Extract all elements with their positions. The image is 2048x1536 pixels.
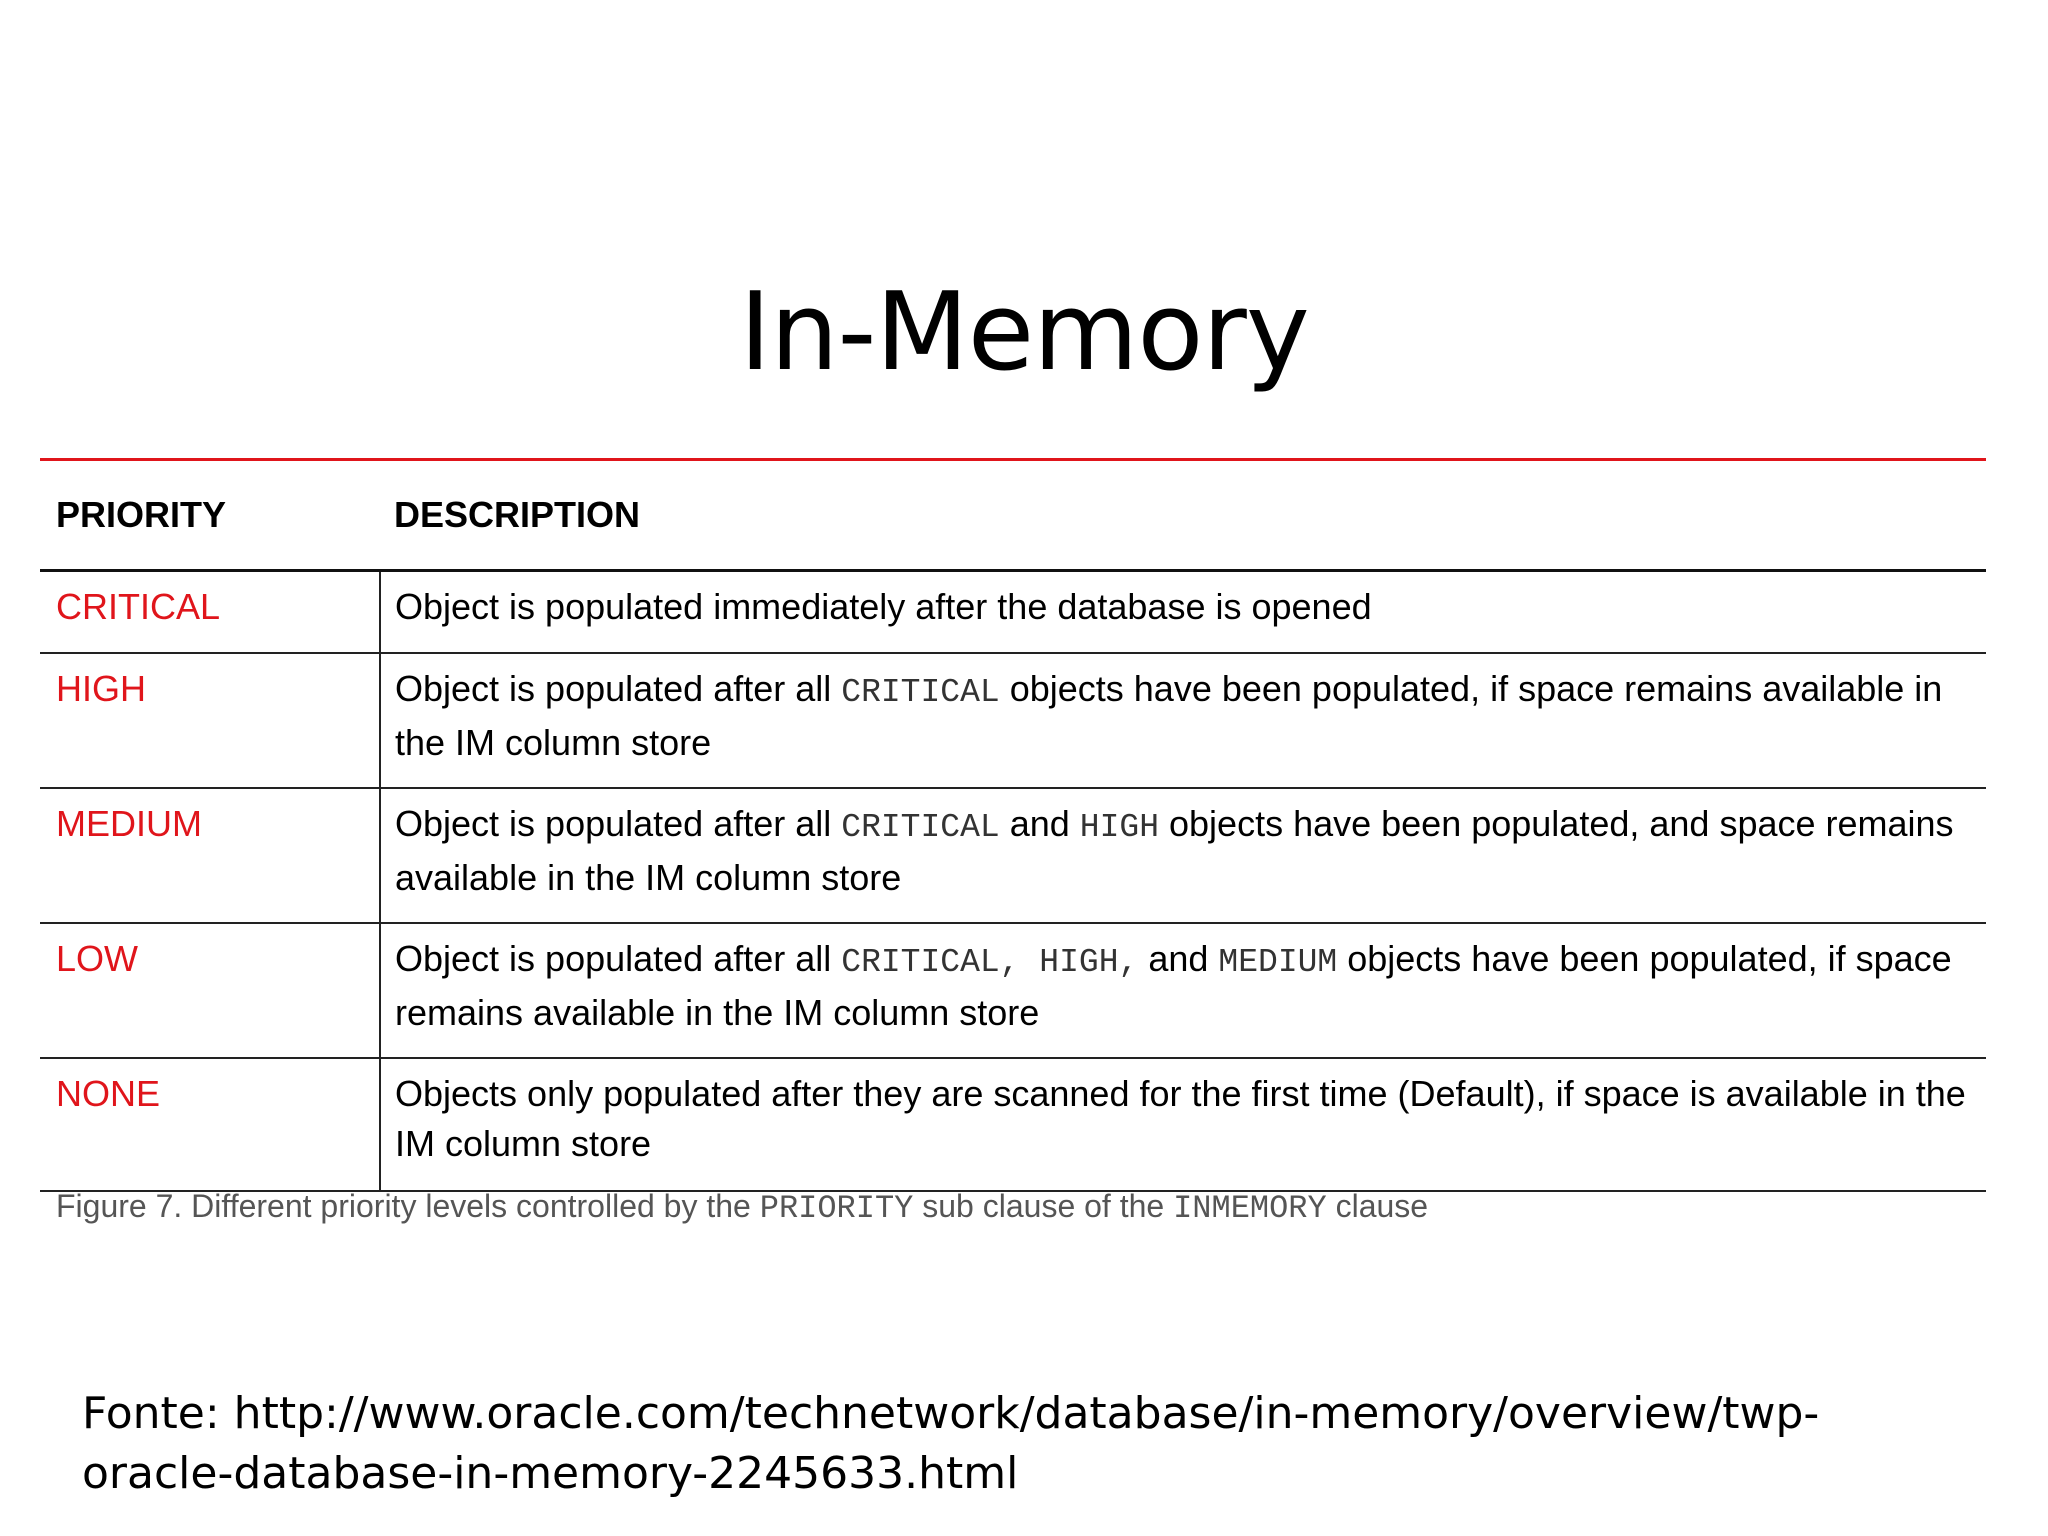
description-text: objects have been populated, if space remains available in the IM column store [395,668,1943,763]
source-citation: Fonte: http://www.oracle.com/technetwork/database/in-memory/overview/twp- oracle-database-in-memory-2245633.html [82,1388,1820,1499]
description-text: Object is populated after all [395,938,842,979]
figure-caption [56,1188,1428,1227]
code-term: CRITICAL, HIGH, [841,944,1139,981]
table-row [40,1058,1986,1191]
code-term: MEDIUM [1218,944,1338,981]
description-text: Object is populated after all [395,668,842,709]
table-row [40,653,1986,788]
caption-code-term: INMEMORY [1173,1190,1327,1227]
description-cell [380,571,1986,654]
header-priority: PRIORITY [40,461,380,571]
caption-text: clause [1326,1188,1429,1224]
description-cell [380,788,1986,923]
priority-cell: MEDIUM [40,788,380,923]
description-text: Objects only populated after they are scanned for the first time (Default), if space is available in the IM column store [395,1073,1966,1164]
caption-text: Figure 7. Different priority levels controlled by the [56,1188,760,1224]
table-row [40,923,1986,1058]
description-text: objects have been populated, and space remains available in the IM column store [395,803,1954,898]
header-description: DESCRIPTION [380,461,1986,571]
priority-cell: NONE [40,1058,380,1191]
description-text: and [1138,938,1219,979]
description-text: objects have been populated, if space remains available in the IM column store [395,938,1952,1033]
table-row [40,788,1986,923]
priority-cell: HIGH [40,653,380,788]
caption-text: sub clause of the [913,1188,1174,1224]
priority-cell: LOW [40,923,380,1058]
priority-figure [40,458,1986,1248]
slide-title: In-Memory [739,270,1309,395]
code-term: CRITICAL [841,809,1000,846]
description-cell [380,1058,1986,1191]
description-text: Object is populated immediately after the database is opened [395,586,1372,627]
description-text: and [999,803,1080,844]
priority-cell: CRITICAL [40,571,380,654]
description-cell [380,923,1986,1058]
code-term: CRITICAL [841,674,1000,711]
description-cell [380,653,1986,788]
priority-table [40,461,1986,1192]
caption-code-term: PRIORITY [759,1190,914,1227]
code-term: HIGH [1079,809,1159,846]
description-text: Object is populated after all [395,803,842,844]
table-row [40,571,1986,654]
